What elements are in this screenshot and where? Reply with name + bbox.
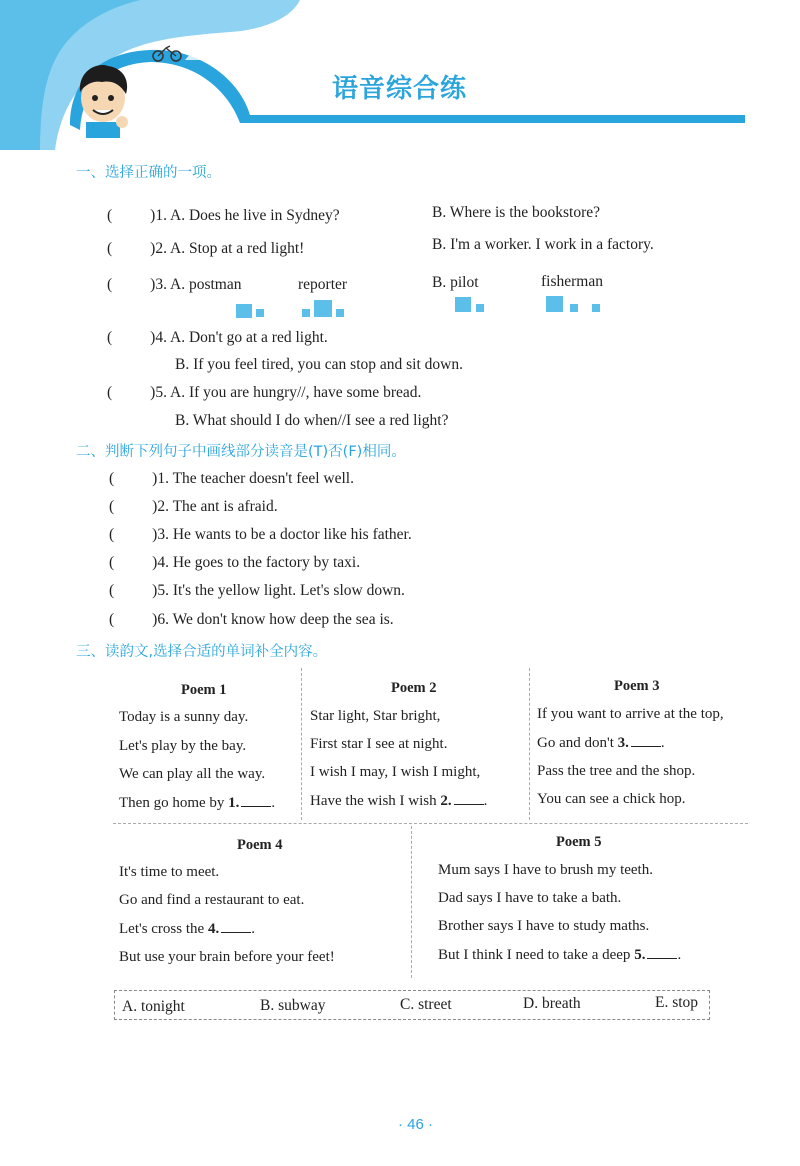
poem-divider <box>411 826 412 978</box>
poem2-line: Have the wish I wish 2. . <box>310 793 488 809</box>
poem3-title: Poem 3 <box>614 678 660 694</box>
section3-heading: 三、读韵文,选择合适的单词补全内容。 <box>76 644 328 660</box>
option-e: E. stop <box>655 994 699 1011</box>
s1-item5-option-a: A. If you are hungry//, have some bread. <box>170 384 422 401</box>
s1-item4-option-b: B. If you feel tired, you can stop and sit down. <box>175 356 463 373</box>
poem5-line: Brother says I have to study maths. <box>438 918 650 934</box>
poem5-line: Mum says I have to brush my teeth. <box>438 862 653 878</box>
poem1-line: Then go home by 1. . <box>119 795 276 811</box>
s1-item1-question: ( )1. A. Does he live in Sydney? <box>107 207 340 224</box>
stress-mark <box>570 304 578 312</box>
s1-item4-option-a: A. Don't go at a red light. <box>170 329 328 346</box>
s1-item3-option-b2: fisherman <box>541 273 603 290</box>
stress-mark <box>256 309 264 317</box>
poem1-line: Today is a sunny day. <box>119 709 249 725</box>
s1-item1-option-a: A. Does he live in Sydney? <box>170 207 340 224</box>
stress-mark <box>336 309 344 317</box>
poem1-title: Poem 1 <box>181 682 227 698</box>
poem3-line: You can see a chick hop. <box>537 791 686 807</box>
s1-item3-option-a2: reporter <box>298 276 348 293</box>
s1-item3-option-a1: A. postman <box>170 276 242 293</box>
stress-mark <box>546 296 563 312</box>
blank-number: 5. <box>634 947 646 963</box>
answer-blank[interactable] <box>221 931 251 933</box>
poem2-line: I wish I may, I wish I might, <box>310 764 481 780</box>
s1-item2-option-a: A. Stop at a red light! <box>170 240 305 257</box>
s1-item4-question: ( )4. A. Don't go at a red light. <box>107 329 328 346</box>
poem2-line: Star light, Star bright, <box>310 708 441 724</box>
stress-mark <box>476 304 484 312</box>
blank-number: 2. <box>440 793 452 809</box>
option-a: A. tonight <box>122 998 185 1015</box>
poem5-line: But I think I need to take a deep 5. . <box>438 947 682 963</box>
answer-blank[interactable] <box>241 805 271 807</box>
section1-heading: 一、选择正确的一项。 <box>76 165 221 181</box>
poem1-line: Let's play by the bay. <box>119 738 247 754</box>
option-b: B. subway <box>260 997 326 1014</box>
poem2-title: Poem 2 <box>391 680 437 696</box>
blank-number: 4. <box>207 921 220 937</box>
boy-avatar <box>68 58 138 138</box>
poem3-line: If you want to arrive at the top, <box>537 706 724 722</box>
poem3-line: Go and don't 3. . <box>537 735 665 751</box>
s1-item1-option-b: B. Where is the bookstore? <box>432 204 601 221</box>
s2-item4: ( )4. He goes to the factory by taxi. <box>109 554 361 571</box>
poem4-line: It's time to meet. <box>119 864 220 880</box>
poem-divider <box>529 668 530 820</box>
answer-blank[interactable] <box>647 957 677 959</box>
stress-mark <box>314 300 332 317</box>
page-title: 语音综合练 <box>332 74 468 104</box>
s2-item5: ( )5. It's the yellow light. Let's slow down. <box>109 582 405 599</box>
poem4-line: Let's cross the 4. . <box>119 921 255 937</box>
poem4-title: Poem 4 <box>237 837 283 853</box>
s2-item3: ( )3. He wants to be a doctor like his father. <box>109 526 412 543</box>
s1-item3-option-b1: B. pilot <box>432 274 479 291</box>
option-c: C. street <box>400 996 452 1013</box>
stress-mark <box>236 304 252 318</box>
s2-item2: ( )2. The ant is afraid. <box>109 498 278 515</box>
poem3-line: Pass the tree and the shop. <box>537 763 696 779</box>
poem-divider <box>301 668 302 820</box>
poem1-line: We can play all the way. <box>119 766 266 782</box>
poem5-title: Poem 5 <box>556 834 602 850</box>
option-d: D. breath <box>523 995 581 1012</box>
poem4-line: Go and find a restaurant to eat. <box>119 892 305 908</box>
poem5-line: Dad says I have to take a bath. <box>438 890 622 906</box>
section2-heading: 二、判断下列句子中画线部分读音是(T)否(F)相同。 <box>76 444 406 460</box>
s2-item6: ( )6. We don't know how deep the sea is. <box>109 611 394 628</box>
s1-item5-question: ( )5. A. If you are hungry//, have some bread. <box>107 384 422 401</box>
stress-mark <box>455 297 471 312</box>
page-number: · 46 · <box>398 1116 434 1133</box>
s1-item3-question: ( )3. A. postman <box>107 276 242 293</box>
poem2-line: First star I see at night. <box>310 736 448 752</box>
stress-mark <box>302 309 310 317</box>
stress-mark <box>592 304 600 312</box>
s2-item1: ( )1. The teacher doesn't feel well. <box>109 470 354 487</box>
blank-number: 3. <box>617 735 629 751</box>
s1-item2-question: ( )2. A. Stop at a red light! <box>107 240 305 257</box>
answer-blank[interactable] <box>631 745 661 747</box>
poem4-line: But use your brain before your feet! <box>119 949 335 965</box>
blank-number: 1. <box>228 795 240 811</box>
answer-blank[interactable] <box>454 803 484 805</box>
s1-item2-option-b: B. I'm a worker. I work in a factory. <box>432 236 654 253</box>
poem-divider <box>113 823 748 824</box>
s1-item5-option-b: B. What should I do when//I see a red light? <box>175 412 449 429</box>
